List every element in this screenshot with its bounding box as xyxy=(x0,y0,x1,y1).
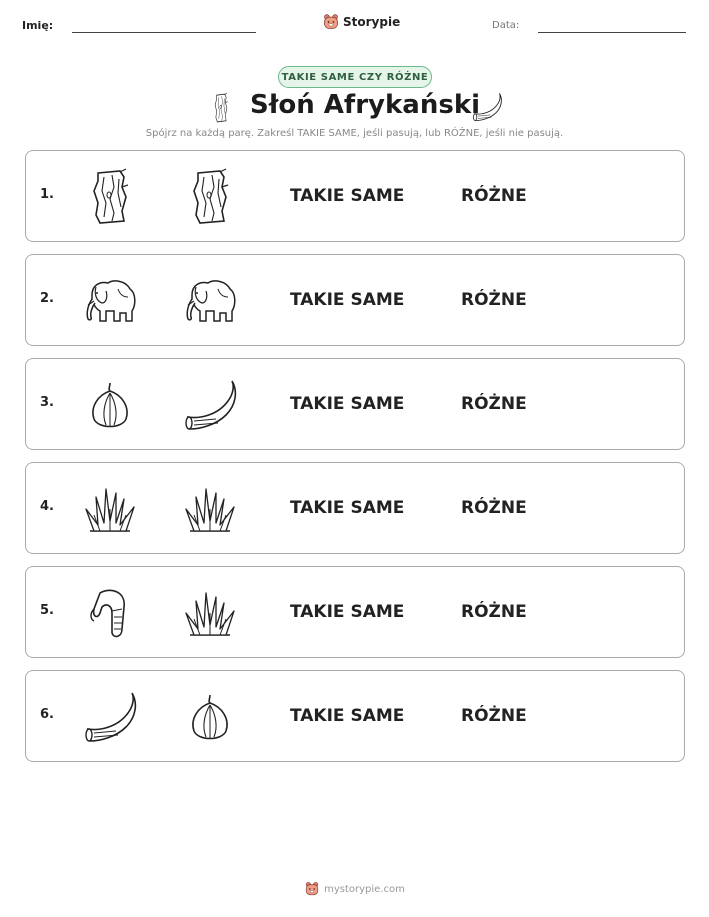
title-row xyxy=(0,88,709,128)
grass-icon xyxy=(180,583,240,643)
option-different[interactable]: RÓŻNE xyxy=(461,498,527,518)
exercise-row xyxy=(25,670,685,762)
row-number: 6. xyxy=(40,707,54,722)
tusk-icon xyxy=(80,687,140,747)
brand-logo xyxy=(322,12,400,32)
row-number: 1. xyxy=(40,187,54,202)
exercise-row xyxy=(25,566,685,658)
option-different[interactable]: RÓŻNE xyxy=(461,394,527,414)
name-label: Imię: xyxy=(22,19,54,32)
option-same[interactable]: TAKIE SAME xyxy=(290,498,405,518)
bark-icon xyxy=(80,167,140,227)
brand-name: Storypie xyxy=(343,15,401,29)
option-same[interactable]: TAKIE SAME xyxy=(290,290,405,310)
exercise-row xyxy=(25,150,685,242)
footer-url[interactable]: mystorypie.com xyxy=(324,883,405,895)
row-number: 4. xyxy=(40,499,54,514)
date-label: Data: xyxy=(492,20,520,31)
option-different[interactable]: RÓŻNE xyxy=(461,186,527,206)
date-field-line[interactable] xyxy=(538,32,686,33)
tusk-icon xyxy=(470,90,504,124)
elephant-icon xyxy=(180,271,240,331)
elephant-icon xyxy=(80,271,140,331)
activity-badge: TAKIE SAME CZY RÓŻNE xyxy=(278,66,432,88)
option-different[interactable]: RÓŻNE xyxy=(461,602,527,622)
exercise-row xyxy=(25,254,685,346)
storypie-bear-icon xyxy=(304,880,320,898)
option-same[interactable]: TAKIE SAME xyxy=(290,706,405,726)
option-same[interactable]: TAKIE SAME xyxy=(290,602,405,622)
fig-icon xyxy=(180,687,240,747)
bark-icon xyxy=(180,167,240,227)
bark-icon xyxy=(210,92,232,124)
name-field-line[interactable] xyxy=(72,32,256,33)
fig-icon xyxy=(80,375,140,435)
page-title: Słoń Afrykański xyxy=(250,90,481,120)
option-same[interactable]: TAKIE SAME xyxy=(290,186,405,206)
exercise-row xyxy=(25,462,685,554)
row-number: 3. xyxy=(40,395,54,410)
option-different[interactable]: RÓŻNE xyxy=(461,290,527,310)
trunk-icon xyxy=(80,583,140,643)
row-number: 5. xyxy=(40,603,54,618)
option-different[interactable]: RÓŻNE xyxy=(461,706,527,726)
option-same[interactable]: TAKIE SAME xyxy=(290,394,405,414)
grass-icon xyxy=(80,479,140,539)
exercise-row xyxy=(25,358,685,450)
instructions: Spójrz na każdą parę. Zakreśl TAKIE SAME, jeśli pasują, lub RÓŻNE, jeśli nie pasują. xyxy=(145,128,564,139)
row-number: 2. xyxy=(40,291,54,306)
storypie-bear-icon xyxy=(322,12,340,32)
tusk-icon xyxy=(180,375,240,435)
footer xyxy=(0,880,709,898)
grass-icon xyxy=(180,479,240,539)
worksheet-header xyxy=(0,0,709,50)
